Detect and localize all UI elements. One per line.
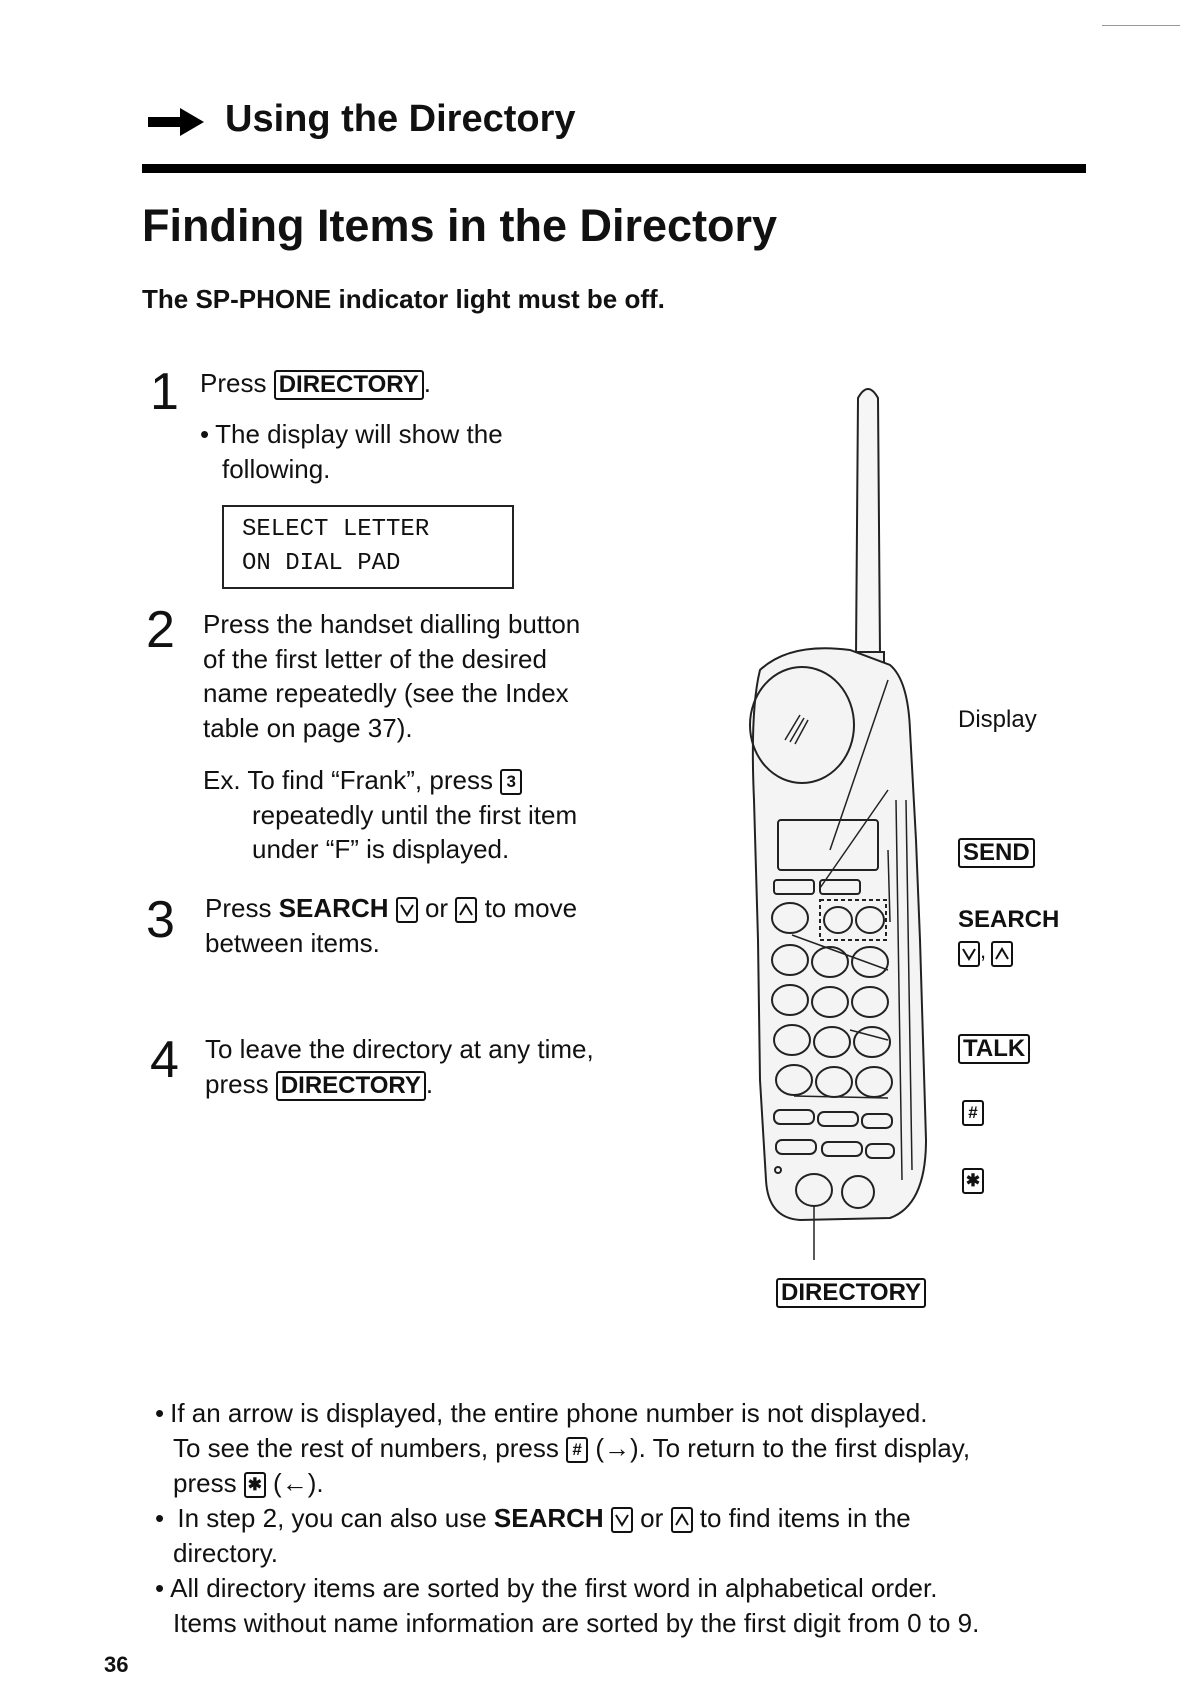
step-text: Press — [200, 368, 267, 398]
step-2-example-line: under “F” is displayed. — [252, 834, 510, 864]
step-1-bullet: • The display will show the — [200, 417, 503, 451]
note-2-line — [155, 1501, 911, 1536]
step-text: . — [425, 1069, 434, 1099]
directory-key: DIRECTORY — [276, 1071, 426, 1101]
step-3-line: between items. — [205, 928, 380, 958]
subtitle: The SP-PHONE indicator light must be off. — [142, 284, 665, 314]
cordless-phone-illustration — [730, 380, 990, 1260]
search-label: SEARCH — [278, 893, 389, 923]
directory-key: DIRECTORY — [776, 1278, 926, 1308]
up-key-icon — [671, 1507, 693, 1533]
hash-key: # — [962, 1100, 984, 1126]
send-key: SEND — [958, 838, 1035, 868]
search-sep: , — [980, 938, 987, 963]
note-text: To see the rest of numbers, press — [173, 1433, 559, 1463]
hash-key: # — [566, 1437, 588, 1463]
step-number: 4 — [150, 1031, 179, 1089]
step-text: to move — [484, 893, 578, 923]
top-corner-line — [1102, 25, 1180, 26]
down-key-icon — [396, 897, 418, 923]
note-text: (→). To return to the first display, — [595, 1433, 971, 1463]
star-key: ✱ — [244, 1472, 266, 1498]
step-text: or — [424, 893, 449, 923]
step-4-line — [205, 1067, 433, 1101]
step-text: press — [205, 1069, 269, 1099]
up-key-icon — [991, 941, 1013, 967]
step-text: . — [423, 368, 431, 398]
step-number: 3 — [146, 891, 175, 949]
down-key-icon — [958, 941, 980, 967]
header-rule — [142, 164, 1086, 173]
page-title: Finding Items in the Directory — [142, 200, 778, 251]
step-2-line: Press the handset dialling button — [203, 609, 581, 639]
note-1-line — [173, 1466, 324, 1501]
send-callout — [958, 838, 1035, 868]
step-1-bullet-cont: following. — [222, 454, 331, 484]
antenna — [856, 389, 880, 655]
page-number: 36 — [104, 1652, 129, 1677]
note-text: to find items in the — [699, 1503, 911, 1533]
down-key-icon — [611, 1507, 633, 1533]
step-number: 2 — [146, 601, 175, 659]
step-text: Press — [205, 893, 272, 923]
note-text: (←). — [273, 1468, 324, 1498]
search-callout: SEARCH — [958, 906, 1060, 933]
lcd-line: SELECT LETTER — [242, 516, 430, 543]
note-2-line: directory. — [173, 1538, 278, 1568]
note-1-line — [173, 1431, 970, 1466]
lcd-display-box — [222, 505, 514, 589]
right-arrow-icon — [148, 108, 204, 136]
directory-key: DIRECTORY — [274, 370, 424, 400]
hash-callout — [962, 1100, 984, 1126]
key-3: 3 — [500, 769, 522, 795]
note-3-line: Items without name information are sorted by the first digit from 0 to 9. — [173, 1608, 980, 1638]
directory-callout — [776, 1278, 926, 1308]
display-callout: Display — [958, 706, 1037, 733]
step-1-text — [200, 366, 431, 400]
example-text: Ex. To find “Frank”, press — [203, 765, 493, 795]
star-callout — [962, 1168, 984, 1194]
star-key: ✱ — [962, 1168, 984, 1194]
step-2-example-line: repeatedly until the first item — [252, 800, 578, 830]
talk-callout — [958, 1034, 1030, 1064]
search-label: SEARCH — [493, 1503, 604, 1533]
step-number: 1 — [150, 363, 179, 421]
lcd-line: ON DIAL PAD — [242, 550, 401, 577]
up-key-icon — [455, 897, 477, 923]
talk-key: TALK — [958, 1034, 1030, 1064]
step-2-line: table on page 37). — [203, 713, 413, 743]
note-text: or — [640, 1503, 664, 1533]
note-1-line: • If an arrow is displayed, the entire phone number is not displayed. — [155, 1396, 927, 1431]
note-text: In step 2, you can also use — [177, 1503, 487, 1533]
step-4-line: To leave the directory at any time, — [205, 1034, 594, 1064]
step-3-line — [205, 891, 577, 925]
step-2-example — [203, 763, 522, 797]
handset-body — [753, 648, 926, 1220]
note-3-line: • All directory items are sorted by the first word in alphabetical order. — [155, 1571, 937, 1606]
step-2-line: name repeatedly (see the Index — [203, 678, 569, 708]
search-keys-callout — [958, 938, 1013, 967]
step-2-line: of the first letter of the desired — [203, 644, 547, 674]
section-title: Using the Directory — [225, 98, 576, 140]
note-text: press — [173, 1468, 237, 1498]
